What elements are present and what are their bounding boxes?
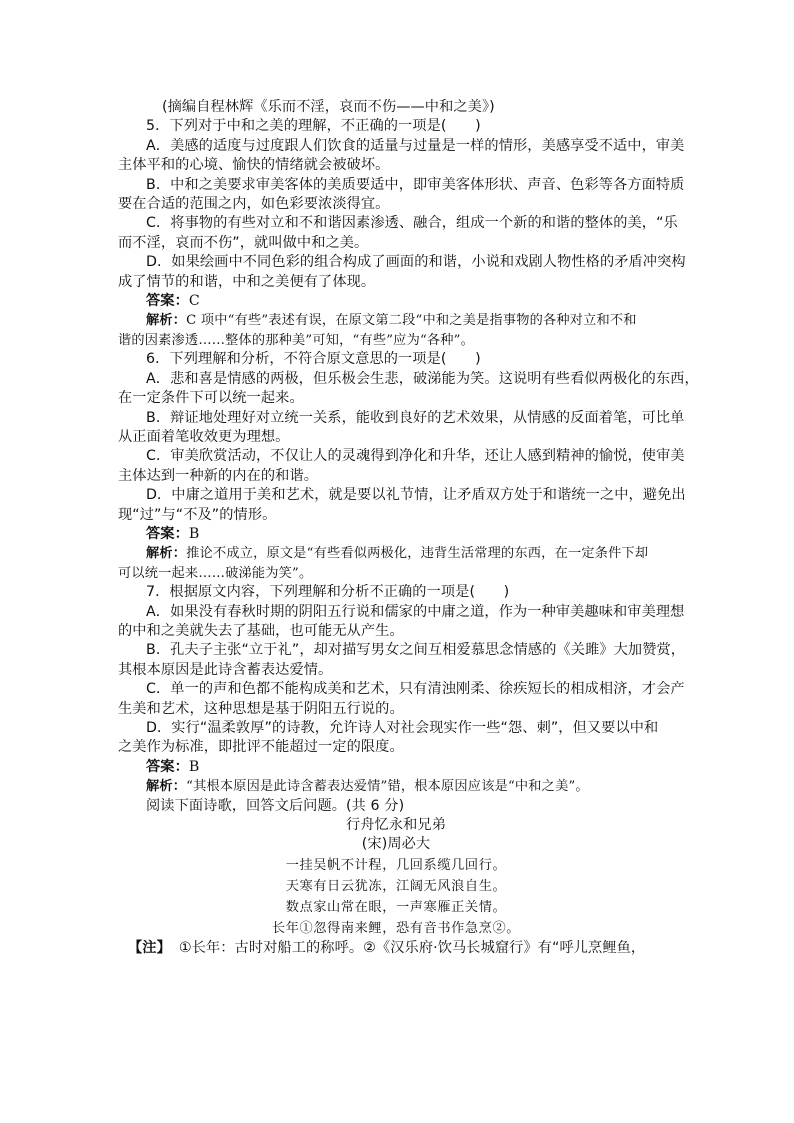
source-citation: (摘编自程林辉《乐而不淫，哀而不伤——中和之美》) bbox=[162, 99, 495, 115]
answer-value: C bbox=[188, 293, 200, 310]
question-5 bbox=[118, 117, 686, 350]
option-b-line-1: B．孔夫子主张“立于礼”，却对描写男女之间互相爱慕思念情感的《关雎》大加赞赏， bbox=[146, 642, 686, 659]
question-6 bbox=[118, 350, 699, 583]
option-c-line-2: 而不淫，哀而不伤”，就叫做中和之美。 bbox=[118, 234, 369, 251]
option-c-line-1: C．单一的声和色都不能构成美和艺术，只有清浊刚柔、徐疾短长的相成相济，才会产 bbox=[146, 681, 685, 698]
explanation-label: 解析： bbox=[146, 546, 187, 562]
answer-line bbox=[118, 292, 674, 311]
answer-label: 答案： bbox=[146, 525, 189, 542]
option-d-line-2: 现“过”与“不及”的情形。 bbox=[118, 506, 277, 523]
option-b-line-2: 要在合适的范围之内，如色彩要浓淡得宜。 bbox=[118, 196, 390, 213]
poem-title: 行舟忆永和兄弟 bbox=[345, 817, 446, 834]
explanation-line-1 bbox=[118, 544, 674, 563]
question-stem: 6．下列理解和分析，不符合原文意思的一项是( ) bbox=[146, 351, 481, 368]
option-b-line-1: B．中和之美要求审美客体的美质要适中，即审美客体形状、声音、色彩等各方面特质 bbox=[146, 176, 685, 193]
answer-value: B bbox=[188, 525, 200, 542]
poem-line: 一挂吴帆不计程，几回系缆几回行。 bbox=[285, 857, 507, 873]
explanation-line-2: 谐的因素渗透……整体的那种美”可知，“有些”应为“各种”。 bbox=[118, 332, 475, 348]
option-c-line-2: 主体达到一种新的内在的和谐。 bbox=[118, 467, 319, 484]
option-a-line-1: A．美感的适度与过度跟人们饮食的适量与过量是一样的情形，美感享受不适中，审美 bbox=[146, 137, 685, 154]
question-7 bbox=[118, 583, 686, 796]
answer-value: B bbox=[188, 758, 200, 775]
option-a-line-1: A．悲和喜是情感的两极，但乐极会生悲，破涕能为笑。这说明有些看似两极化的东西， bbox=[146, 370, 699, 387]
poem-note bbox=[118, 939, 674, 958]
explanation-label: 解析： bbox=[146, 779, 187, 795]
option-d-line-1: D．中庸之道用于美和艺术，就是要以礼节情，让矛盾双方处于和谐统一之中，避免出 bbox=[146, 487, 686, 504]
option-c-line-1: C．审美欣赏活动，不仅让人的灵魂得到净化和升华，还让人感到精神的愉悦，使审美 bbox=[146, 448, 685, 465]
explanation-line-1 bbox=[118, 777, 674, 796]
answer-line bbox=[118, 758, 674, 777]
option-a-line-2: 在一定条件下可以统一起来。 bbox=[118, 390, 304, 407]
note-text: ①长年：古时对船工的称呼。②《汉乐府·饮马长城窟行》有“呼儿烹鲤鱼， bbox=[178, 939, 646, 956]
poem-line: 天寒有日云犹冻，江阔无风浪自生。 bbox=[285, 878, 507, 894]
note-label: 【注】 bbox=[128, 939, 171, 956]
option-b-line-1: B．辩证地处理好对立统一关系，能收到良好的艺术效果，从情感的反面着笔，可比单 bbox=[146, 409, 685, 426]
poem-line: 数点家山常在眼，一声寒雁正关情。 bbox=[285, 899, 507, 915]
explanation-label: 解析： bbox=[146, 313, 187, 329]
document-content bbox=[118, 98, 699, 958]
poem-block bbox=[118, 816, 674, 939]
option-c-line-2: 生美和艺术，这种思想是基于阴阳五行说的。 bbox=[118, 700, 404, 717]
option-b-line-2: 其根本原因是此诗含蓄表达爱情。 bbox=[118, 661, 333, 678]
question-stem: 7．根据原文内容，下列理解和分析不正确的一项是( ) bbox=[146, 584, 510, 601]
option-b-line-2: 从正面着笔收效更为理想。 bbox=[118, 428, 290, 445]
answer-label: 答案： bbox=[146, 758, 189, 775]
explanation-line-2: 可以统一起来……破涕能为笑”。 bbox=[118, 565, 313, 581]
answer-line bbox=[118, 525, 674, 544]
explanation-text: “其根本原因是此诗含蓄表达爱情”错，根本原因应该是“中和之美”。 bbox=[186, 779, 589, 795]
answer-label: 答案： bbox=[146, 293, 189, 310]
option-a-line-2: 的中和之美就失去了基础，也可能无从产生。 bbox=[118, 622, 404, 639]
option-a-line-2: 主体平和的心境、愉快的情绪就会被破坏。 bbox=[118, 157, 390, 174]
option-a-line-1: A．如果没有春秋时期的阴阳五行说和儒家的中庸之道，作为一种审美趣味和审美理想 bbox=[146, 603, 685, 620]
explanation-text: C 项中“有些”表述有误，在原文第二段“中和之美是指事物的各种对立和不和 bbox=[186, 313, 637, 329]
poem-author: (宋)周必大 bbox=[361, 836, 431, 853]
option-d-line-1: D．实行“温柔敦厚”的诗教，允许诗人对社会现实作一些“怨、刺”，但又要以中和 bbox=[146, 720, 659, 736]
explanation-line-1 bbox=[118, 311, 674, 330]
poem-line: 长年①忽得南来鲤，恐有音书作急烹②。 bbox=[271, 920, 521, 936]
option-d-line-2: 之美作为标准，即批评不能超过一定的限度。 bbox=[118, 739, 404, 756]
poem-intro: 阅读下面诗歌，回答文后问题。(共 6 分) bbox=[146, 797, 405, 814]
option-d-line-2: 成了情节的和谐，中和之美便有了体现。 bbox=[118, 273, 376, 290]
question-stem: 5．下列对于中和之美的理解，不正确的一项是( ) bbox=[146, 118, 481, 135]
option-d-line-1: D．如果绘画中不同色彩的组合构成了画面的和谐，小说和戏剧人物性格的矛盾冲突构 bbox=[146, 254, 686, 271]
explanation-text: 推论不成立，原文是“有些看似两极化，违背生活常理的东西，在一定条件下却 bbox=[186, 546, 649, 562]
option-c-line-1: C．将事物的有些对立和不和谐因素渗透、融合，组成一个新的和谐的整体的美，“乐 bbox=[146, 215, 678, 232]
